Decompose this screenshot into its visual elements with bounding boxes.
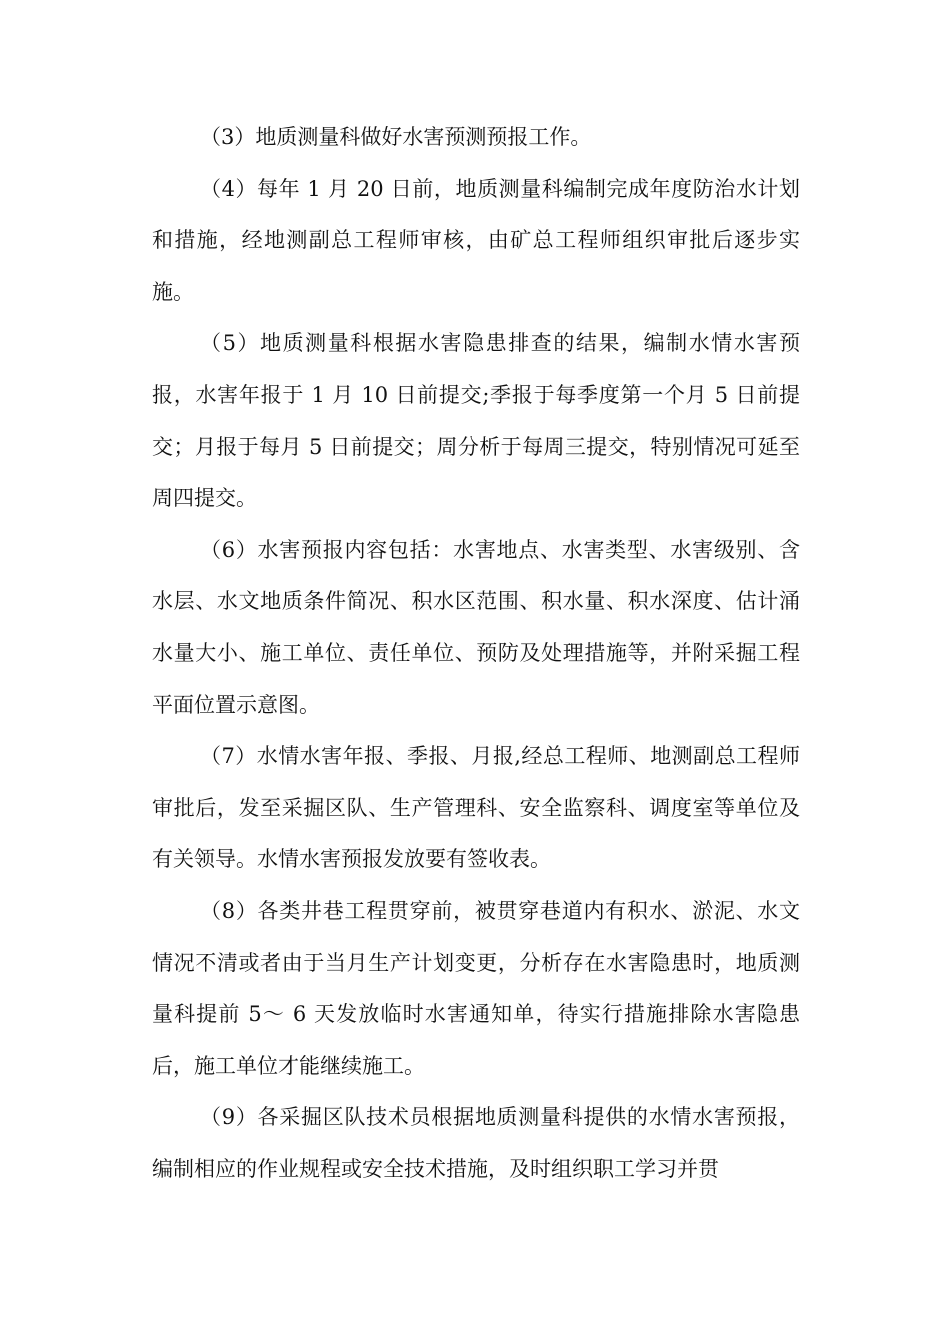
paragraph-item-9: （9）各采掘区队技术员根据地质测量科提供的水情水害预报，编制相应的作业规程或安全技术措施，及时组织职工学习并贯: [152, 1105, 800, 1181]
document-body: [152, 112, 800, 1195]
paragraph-item-5: （5）地质测量科根据水害隐患排查的结果，编制水情水害预报，水害年报于 1 月 10 日前提交;季报于每季度第一个月 5 日前提交；月报于每月 5 日前提交；周分析于每周三提交，特别情况可延至周四提交。: [152, 331, 800, 511]
paragraph-item-3: （3）地质测量科做好水害预测预报工作。: [200, 125, 592, 149]
paragraph-item-7: （7）水情水害年报、季报、月报,经总工程师、地测副总工程师审批后，发至采掘区队、生产管理科、安全监察科、调度室等单位及有关领导。水情水害预报发放要有签收表。: [152, 744, 800, 872]
paragraph-item-8: （8）各类井巷工程贯穿前，被贯穿巷道内有积水、淤泥、水文情况不清或者由于当月生产计划变更，分析存在水害隐患时，地质测量科提前 5～ 6 天发放临时水害通知单，待实行措施排除水害隐患后，施工单位才能继续施工。: [152, 898, 800, 1078]
paragraph-item-4: （4）每年 1 月 20 日前，地质测量科编制完成年度防治水计划和措施，经地测副总工程师审核，由矿总工程师组织审批后逐步实施。: [152, 176, 800, 304]
paragraph-item-6: （6）水害预报内容包括：水害地点、水害类型、水害级别、含水层、水文地质条件简况、积水区范围、积水量、积水深度、估计涌水量大小、施工单位、责任单位、预防及处理措施等，并附采掘工程平面位置示意图。: [152, 537, 800, 717]
